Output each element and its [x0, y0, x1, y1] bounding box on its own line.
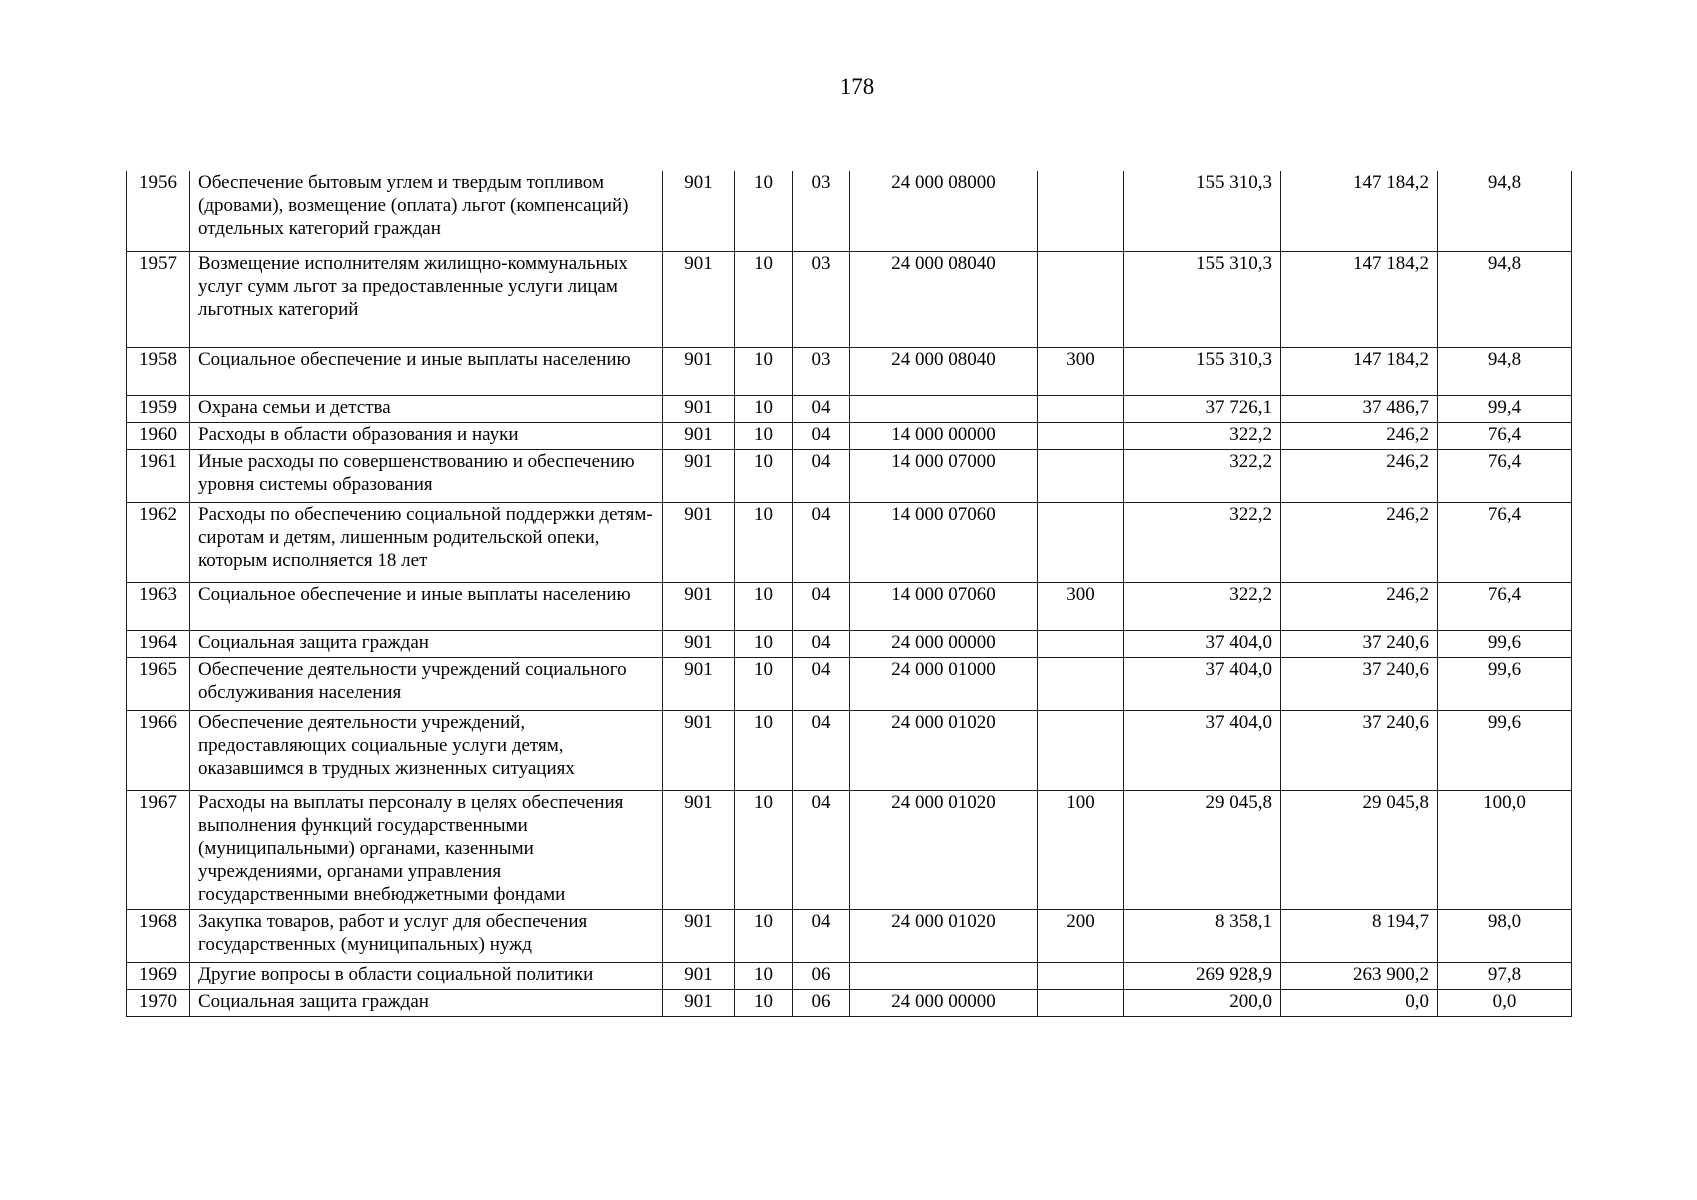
subsection-code-cell: 03: [793, 251, 850, 347]
target-article-cell: 24 000 01020: [850, 790, 1038, 909]
execution-percent-cell: 99,4: [1438, 395, 1572, 422]
subsection-code-cell: 03: [793, 171, 850, 251]
actual-amount-cell: 147 184,2: [1281, 171, 1438, 251]
table-row: [127, 790, 1572, 909]
actual-amount-cell: 246,2: [1281, 502, 1438, 582]
department-code-cell: 901: [663, 710, 735, 790]
subsection-code-cell: 04: [793, 582, 850, 630]
row-number-cell: 1956: [127, 171, 190, 251]
department-code-cell: 901: [663, 449, 735, 502]
department-code-cell: 901: [663, 630, 735, 657]
row-number-cell: 1964: [127, 630, 190, 657]
table-row: [127, 251, 1572, 347]
table-row: [127, 630, 1572, 657]
planned-amount-cell: 322,2: [1124, 502, 1281, 582]
actual-amount-cell: 37 240,6: [1281, 657, 1438, 710]
row-number-cell: 1970: [127, 989, 190, 1016]
row-number-cell: 1963: [127, 582, 190, 630]
expense-type-cell: [1038, 449, 1124, 502]
target-article-cell: 14 000 07000: [850, 449, 1038, 502]
target-article-cell: 14 000 07060: [850, 582, 1038, 630]
planned-amount-cell: 37 726,1: [1124, 395, 1281, 422]
page-number: 178: [839, 74, 875, 99]
target-article-cell: [850, 395, 1038, 422]
expense-name-cell: Социальная защита граждан: [190, 989, 663, 1016]
department-code-cell: 901: [663, 171, 735, 251]
subsection-code-cell: 03: [793, 347, 850, 395]
execution-percent-cell: 76,4: [1438, 502, 1572, 582]
subsection-code-cell: 04: [793, 657, 850, 710]
row-number-cell: 1969: [127, 962, 190, 989]
expense-type-cell: [1038, 502, 1124, 582]
department-code-cell: 901: [663, 989, 735, 1016]
expense-type-cell: [1038, 251, 1124, 347]
section-code-cell: 10: [735, 790, 793, 909]
actual-amount-cell: 37 486,7: [1281, 395, 1438, 422]
target-article-cell: 24 000 01000: [850, 657, 1038, 710]
table-row: [127, 989, 1572, 1016]
planned-amount-cell: 322,2: [1124, 582, 1281, 630]
execution-percent-cell: 94,8: [1438, 171, 1572, 251]
target-article-cell: 24 000 01020: [850, 710, 1038, 790]
row-number-cell: 1965: [127, 657, 190, 710]
subsection-code-cell: 04: [793, 449, 850, 502]
section-code-cell: 10: [735, 989, 793, 1016]
table-row: [127, 962, 1572, 989]
planned-amount-cell: 37 404,0: [1124, 710, 1281, 790]
department-code-cell: 901: [663, 909, 735, 962]
actual-amount-cell: 246,2: [1281, 449, 1438, 502]
actual-amount-cell: 8 194,7: [1281, 909, 1438, 962]
section-code-cell: 10: [735, 347, 793, 395]
actual-amount-cell: 147 184,2: [1281, 251, 1438, 347]
execution-percent-cell: 99,6: [1438, 710, 1572, 790]
row-number-cell: 1960: [127, 422, 190, 449]
execution-percent-cell: 94,8: [1438, 251, 1572, 347]
target-article-cell: 24 000 00000: [850, 989, 1038, 1016]
execution-percent-cell: 99,6: [1438, 657, 1572, 710]
expense-type-cell: [1038, 422, 1124, 449]
row-number-cell: 1961: [127, 449, 190, 502]
expense-type-cell: 200: [1038, 909, 1124, 962]
section-code-cell: 10: [735, 582, 793, 630]
actual-amount-cell: 29 045,8: [1281, 790, 1438, 909]
section-code-cell: 10: [735, 502, 793, 582]
expense-type-cell: 100: [1038, 790, 1124, 909]
planned-amount-cell: 322,2: [1124, 422, 1281, 449]
row-number-cell: 1968: [127, 909, 190, 962]
planned-amount-cell: 155 310,3: [1124, 171, 1281, 251]
expense-name-cell: Обеспечение бытовым углем и твердым топливом (дровами), возмещение (оплата) льгот (компенсаций) отдельных категорий граждан: [190, 171, 663, 251]
actual-amount-cell: 0,0: [1281, 989, 1438, 1016]
section-code-cell: 10: [735, 657, 793, 710]
section-code-cell: 10: [735, 630, 793, 657]
row-number-cell: 1959: [127, 395, 190, 422]
target-article-cell: 24 000 00000: [850, 630, 1038, 657]
planned-amount-cell: 322,2: [1124, 449, 1281, 502]
section-code-cell: 10: [735, 395, 793, 422]
row-number-cell: 1962: [127, 502, 190, 582]
subsection-code-cell: 04: [793, 395, 850, 422]
section-code-cell: 10: [735, 171, 793, 251]
actual-amount-cell: 37 240,6: [1281, 710, 1438, 790]
subsection-code-cell: 06: [793, 989, 850, 1016]
target-article-cell: 24 000 08040: [850, 347, 1038, 395]
target-article-cell: 24 000 08040: [850, 251, 1038, 347]
subsection-code-cell: 04: [793, 630, 850, 657]
table-row: [127, 909, 1572, 962]
planned-amount-cell: 269 928,9: [1124, 962, 1281, 989]
subsection-code-cell: 04: [793, 909, 850, 962]
planned-amount-cell: 8 358,1: [1124, 909, 1281, 962]
planned-amount-cell: 155 310,3: [1124, 251, 1281, 347]
actual-amount-cell: 37 240,6: [1281, 630, 1438, 657]
execution-percent-cell: 76,4: [1438, 582, 1572, 630]
actual-amount-cell: 246,2: [1281, 582, 1438, 630]
actual-amount-cell: 246,2: [1281, 422, 1438, 449]
actual-amount-cell: 147 184,2: [1281, 347, 1438, 395]
department-code-cell: 901: [663, 347, 735, 395]
expense-name-cell: Обеспечение деятельности учреждений, предоставляющих социальные услуги детям, оказавшимся в трудных жизненных ситуациях: [190, 710, 663, 790]
table-row: [127, 449, 1572, 502]
subsection-code-cell: 06: [793, 962, 850, 989]
row-number-cell: 1958: [127, 347, 190, 395]
expense-name-cell: Расходы в области образования и науки: [190, 422, 663, 449]
expense-type-cell: [1038, 657, 1124, 710]
expense-name-cell: Расходы на выплаты персоналу в целях обеспечения выполнения функций государственными (муниципальными) органами, казенными учреждениями, органами управления государственными внебюджетными фондами: [190, 790, 663, 909]
expense-name-cell: Другие вопросы в области социальной политики: [190, 962, 663, 989]
expense-type-cell: [1038, 710, 1124, 790]
expense-type-cell: 300: [1038, 347, 1124, 395]
table-row: [127, 582, 1572, 630]
table-row: [127, 171, 1572, 251]
department-code-cell: 901: [663, 790, 735, 909]
table-row: [127, 657, 1572, 710]
expense-type-cell: [1038, 630, 1124, 657]
row-number-cell: 1967: [127, 790, 190, 909]
execution-percent-cell: 0,0: [1438, 989, 1572, 1016]
department-code-cell: 901: [663, 251, 735, 347]
section-code-cell: 10: [735, 251, 793, 347]
expense-name-cell: Социальное обеспечение и иные выплаты населению: [190, 347, 663, 395]
row-number-cell: 1957: [127, 251, 190, 347]
table-row: [127, 502, 1572, 582]
subsection-code-cell: 04: [793, 710, 850, 790]
row-number-cell: 1966: [127, 710, 190, 790]
section-code-cell: 10: [735, 449, 793, 502]
execution-percent-cell: 76,4: [1438, 449, 1572, 502]
expense-type-cell: [1038, 962, 1124, 989]
section-code-cell: 10: [735, 962, 793, 989]
subsection-code-cell: 04: [793, 790, 850, 909]
expense-name-cell: Возмещение исполнителям жилищно-коммунальных услуг сумм льгот за предоставленные услуги лицам льготных категорий: [190, 251, 663, 347]
section-code-cell: 10: [735, 909, 793, 962]
actual-amount-cell: 263 900,2: [1281, 962, 1438, 989]
target-article-cell: [850, 962, 1038, 989]
expense-type-cell: [1038, 395, 1124, 422]
subsection-code-cell: 04: [793, 422, 850, 449]
planned-amount-cell: 37 404,0: [1124, 657, 1281, 710]
planned-amount-cell: 29 045,8: [1124, 790, 1281, 909]
table-row: [127, 347, 1572, 395]
table-body: [127, 171, 1572, 1016]
execution-percent-cell: 94,8: [1438, 347, 1572, 395]
execution-percent-cell: 76,4: [1438, 422, 1572, 449]
target-article-cell: 24 000 08000: [850, 171, 1038, 251]
department-code-cell: 901: [663, 962, 735, 989]
target-article-cell: 24 000 01020: [850, 909, 1038, 962]
table-row: [127, 710, 1572, 790]
planned-amount-cell: 200,0: [1124, 989, 1281, 1016]
execution-percent-cell: 98,0: [1438, 909, 1572, 962]
expense-type-cell: 300: [1038, 582, 1124, 630]
expense-type-cell: [1038, 171, 1124, 251]
department-code-cell: 901: [663, 395, 735, 422]
expense-name-cell: Охрана семьи и детства: [190, 395, 663, 422]
expense-name-cell: Закупка товаров, работ и услуг для обеспечения государственных (муниципальных) нужд: [190, 909, 663, 962]
execution-percent-cell: 100,0: [1438, 790, 1572, 909]
target-article-cell: 14 000 00000: [850, 422, 1038, 449]
section-code-cell: 10: [735, 422, 793, 449]
planned-amount-cell: 37 404,0: [1124, 630, 1281, 657]
department-code-cell: 901: [663, 502, 735, 582]
table-row: [127, 395, 1572, 422]
expense-name-cell: Обеспечение деятельности учреждений социального обслуживания населения: [190, 657, 663, 710]
subsection-code-cell: 04: [793, 502, 850, 582]
planned-amount-cell: 155 310,3: [1124, 347, 1281, 395]
expense-name-cell: Социальное обеспечение и иные выплаты населению: [190, 582, 663, 630]
expense-name-cell: Иные расходы по совершенствованию и обеспечению уровня системы образования: [190, 449, 663, 502]
target-article-cell: 14 000 07060: [850, 502, 1038, 582]
execution-percent-cell: 97,8: [1438, 962, 1572, 989]
expense-name-cell: Расходы по обеспечению социальной поддержки детям-сиротам и детям, лишенным родительской опеки, которым исполняется 18 лет: [190, 502, 663, 582]
expense-name-cell: Социальная защита граждан: [190, 630, 663, 657]
section-code-cell: 10: [735, 710, 793, 790]
budget-table: [126, 171, 1572, 1017]
expense-type-cell: [1038, 989, 1124, 1016]
execution-percent-cell: 99,6: [1438, 630, 1572, 657]
department-code-cell: 901: [663, 657, 735, 710]
department-code-cell: 901: [663, 422, 735, 449]
table-row: [127, 422, 1572, 449]
department-code-cell: 901: [663, 582, 735, 630]
